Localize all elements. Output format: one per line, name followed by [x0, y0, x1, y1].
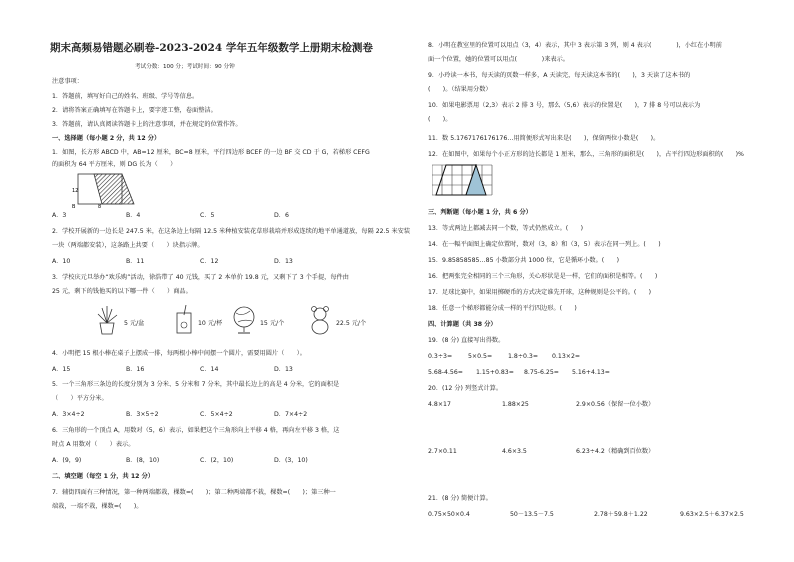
q5-options	[52, 411, 307, 419]
q7-line2: 端栽，一端不栽，棵数=( )。	[52, 503, 143, 510]
q19-item: 0.3÷3=	[428, 353, 453, 360]
q21-item: 0.75×50×0.4	[428, 511, 470, 518]
q2-line1: 2．学校开展新的一边长是 247.5 米，在这条边上每隔 12.5 米种植安装花草形栽培并形成连续的地平单通道放，每隔 22.5 米安装	[52, 228, 411, 235]
price-globe: 15 元/个	[260, 320, 285, 327]
q8-line2: 面一个位置，她的位置可以用点( )来表示。	[428, 56, 569, 63]
q5-line1: 5．一个三角形三条边的长度分别为 3 分米、5 分米和 7 分米，其中最长边上的高是 4 分米，它的面积是	[52, 381, 340, 388]
q5-opt-b[interactable]: B．3×5÷2	[126, 411, 159, 418]
svg-text:8: 8	[98, 204, 102, 210]
judge-18: 18．任意一个梯形都能分成一样的平行四边形。( )	[428, 305, 577, 312]
q8-line1: 8．小明在教室里的位置可以用点（3，4）表示，其中 3 表示第 3 列，则 4 表示( )，小红在小明前	[428, 42, 722, 49]
price-bear: 22.5 元/个	[336, 320, 367, 327]
q4-opt-b[interactable]: B．16	[126, 366, 145, 373]
q20-item: 2.7×0.11	[428, 448, 457, 455]
exam-info: 考试分数：100 分；考试时间：90 分钟	[135, 64, 235, 70]
judge-15: 15．9.85858585…85 小数部分共 1000 位，它是循环小数。( )	[428, 257, 619, 264]
q12-grid-figure	[432, 164, 496, 198]
q3-line2: 25 元，剩下的钱他买的以下哪一件（ ）商品。	[52, 288, 192, 295]
note-2: 2．请将答案正确填写在答题卡上，要字迹工整，卷面整洁。	[52, 107, 217, 114]
plant-icon	[92, 305, 122, 335]
q1-opt-a[interactable]: A．3	[52, 212, 67, 219]
q21-row	[428, 511, 744, 519]
section-judge: 三、判断题（每小题 1 分，共 6 分）	[428, 209, 532, 216]
q1-options	[52, 212, 289, 220]
notes-title: 注意事项：	[52, 78, 83, 85]
q4-opt-c[interactable]: C．14	[200, 366, 219, 373]
q6-opt-b[interactable]: B．(8，10)	[126, 457, 160, 464]
q6-line2: 时点 A 用数对（ ）表示。	[52, 441, 135, 448]
q19-item: 1.15+0.83=	[476, 369, 514, 376]
q19-item: 5.68-4.56=	[428, 369, 463, 376]
q6-options	[52, 457, 308, 465]
judge-14: 14．在一幅平面图上确定位置时，数对（3，8）和（3，5）表示在同一列上。( )	[428, 241, 661, 248]
q1-opt-d[interactable]: D．6	[274, 212, 289, 219]
q1-figure	[72, 170, 144, 210]
judge-17: 17．足球比赛中，如果用掷硬币的方式决定谁先开球，这种规则是公平的。( )	[428, 289, 652, 296]
q6-opt-d[interactable]: D．(3，10)	[274, 457, 308, 464]
page-title: 期末高频易错题必刷卷-2023-2024 学年五年级数学上册期末检测卷	[50, 42, 373, 54]
q19-row2	[428, 369, 610, 377]
q10-line2: ( )。	[428, 116, 452, 123]
q19-item: 5×0.5=	[468, 353, 493, 360]
q9-line2: ( )。（结果用分数）	[428, 86, 492, 93]
drink-cup-icon	[172, 305, 196, 335]
q20-row2	[428, 448, 654, 456]
q19-item: 1.8÷0.3=	[508, 353, 539, 360]
q3-line1: 3．学校庆元旦举办“欢乐购”活动，徐浩带了 40 元钱，买了 2 本单价 19.8 元，又剩下了 3 个手提，每件由	[52, 274, 349, 281]
globe-icon	[230, 305, 258, 335]
svg-text:12: 12	[72, 188, 79, 194]
q5-line2: （ ）平方分米。	[52, 395, 108, 402]
note-3: 3．答题前，请认真阅读答题卡上的注意事项，并在规定的位置作答。	[52, 121, 242, 128]
svg-text:B: B	[72, 204, 76, 210]
q21-item: 2.78＋59.8＋1.22	[594, 511, 648, 518]
q21: 21．(8 分) 简便计算。	[428, 495, 492, 502]
q19-item: 8.75-6.25=	[524, 369, 559, 376]
price-drink: 10 元/杯	[198, 320, 223, 327]
q1-opt-c[interactable]: C．5	[200, 212, 215, 219]
q1-line1: 1．如图，长方形 ABCD 中，AB=12 厘米，BC=8 厘米，平行四边形 BCEF 的一边 BF 交 CD 于 G，若梯形 CEFG	[52, 149, 370, 156]
note-1: 1．答题前，填写好自己的姓名、班级、学号等信息。	[52, 93, 199, 100]
judge-13: 13．等式两边上都减去同一个数，等式仍然成立。( )	[428, 225, 584, 232]
q10-line1: 10．如果电影票用（2,3）表示 2 排 3 号，那么（5,6）表示的位置是( )，7 排 8 号可以表示为	[428, 102, 701, 109]
q20-item: 1.88×25	[502, 401, 529, 408]
q1-line2: 的面积为 64 平方厘米，则 DG 长为（ ）	[52, 161, 177, 168]
q4-options	[52, 366, 293, 374]
teddy-bear-icon	[306, 305, 334, 335]
q2-line2: 一块（两端都安装），这条路上共要（ ）块指示牌。	[52, 242, 204, 249]
q19: 19．(8 分) 直接写出得数。	[428, 337, 505, 344]
q19-item: 0.13×2=	[552, 353, 581, 360]
section-fill: 二、填空题（每空 1 分，共 12 分）	[52, 473, 154, 480]
q2-options	[52, 258, 293, 266]
q2-opt-a[interactable]: A．10	[52, 258, 71, 265]
q2-opt-b[interactable]: B．11	[126, 258, 145, 265]
q12: 12．在如图中，如果每个小正方形的边长都是 1 厘米，那么，三角形的面积是( )，占平行四边形面积的( )%	[428, 151, 744, 158]
q20-item: 6.23÷4.2（精确到百位数）	[576, 448, 655, 455]
q4-opt-d[interactable]: D．13	[274, 366, 293, 373]
q19-item: 5.16+4.13=	[572, 369, 610, 376]
q20-item: 4.8×17	[428, 401, 451, 408]
q20-item: 4.6×3.5	[502, 448, 527, 455]
q4-opt-a[interactable]: A．15	[52, 366, 71, 373]
judge-16: 16．把两张完全相同的三个三角形，关心形状是是一样，它们的面积是相等。( )	[428, 273, 658, 280]
q19-row1	[428, 353, 580, 361]
q20-item: 2.9×0.56（保留一位小数）	[576, 401, 655, 408]
q4-line1: 4．小明把 15 根小棒在桌子上摆成一排，每两根小棒中间摆一个圆片，需要用圆片（ ）。	[52, 350, 306, 357]
q20: 20．(12 分) 列竖式计算。	[428, 385, 503, 392]
section-calc: 四、计算题（共 38 分）	[428, 321, 497, 328]
q20-row1	[428, 401, 654, 409]
q2-opt-d[interactable]: D．13	[274, 258, 293, 265]
q5-opt-d[interactable]: D．7×4÷2	[274, 411, 308, 418]
q9-line1: 9．小玲读一本书，每天读的页数一样多，A 天读完，每天读这本书的( )，3 天读了这本书的	[428, 72, 691, 79]
q5-opt-a[interactable]: A．3×4÷2	[52, 411, 85, 418]
q6-line1: 6．三角形的一个顶点 A，用数对（5，6）表示，如果把这个三角形向上平移 4 格，再向左平移 3 格，这	[52, 427, 340, 434]
q6-opt-a[interactable]: A．(9，9)	[52, 457, 82, 464]
q2-opt-c[interactable]: C．12	[200, 258, 219, 265]
q1-opt-b[interactable]: B．4	[126, 212, 141, 219]
q5-opt-c[interactable]: C．5×4÷2	[200, 411, 233, 418]
q21-item: 50－13.5－7.5	[510, 511, 554, 518]
q11: 11．数 5.1767176176176…用简便形式写出来是( )，保留两位小数是( )。	[428, 135, 660, 142]
q7-line1: 7．辅街四面有三种情况，第一种两端都栽，棵数=( )；第二种两端都不栽，棵数=( )；第三种一	[52, 489, 336, 496]
section-choice: 一、选择题（每小题 2 分，共 12 分）	[52, 135, 161, 142]
q21-item: 9.63×2.5＋6.37×2.5	[680, 511, 744, 518]
q6-opt-c[interactable]: C．(2，10)	[200, 457, 234, 464]
price-plant: 5 元/盆	[124, 320, 145, 327]
